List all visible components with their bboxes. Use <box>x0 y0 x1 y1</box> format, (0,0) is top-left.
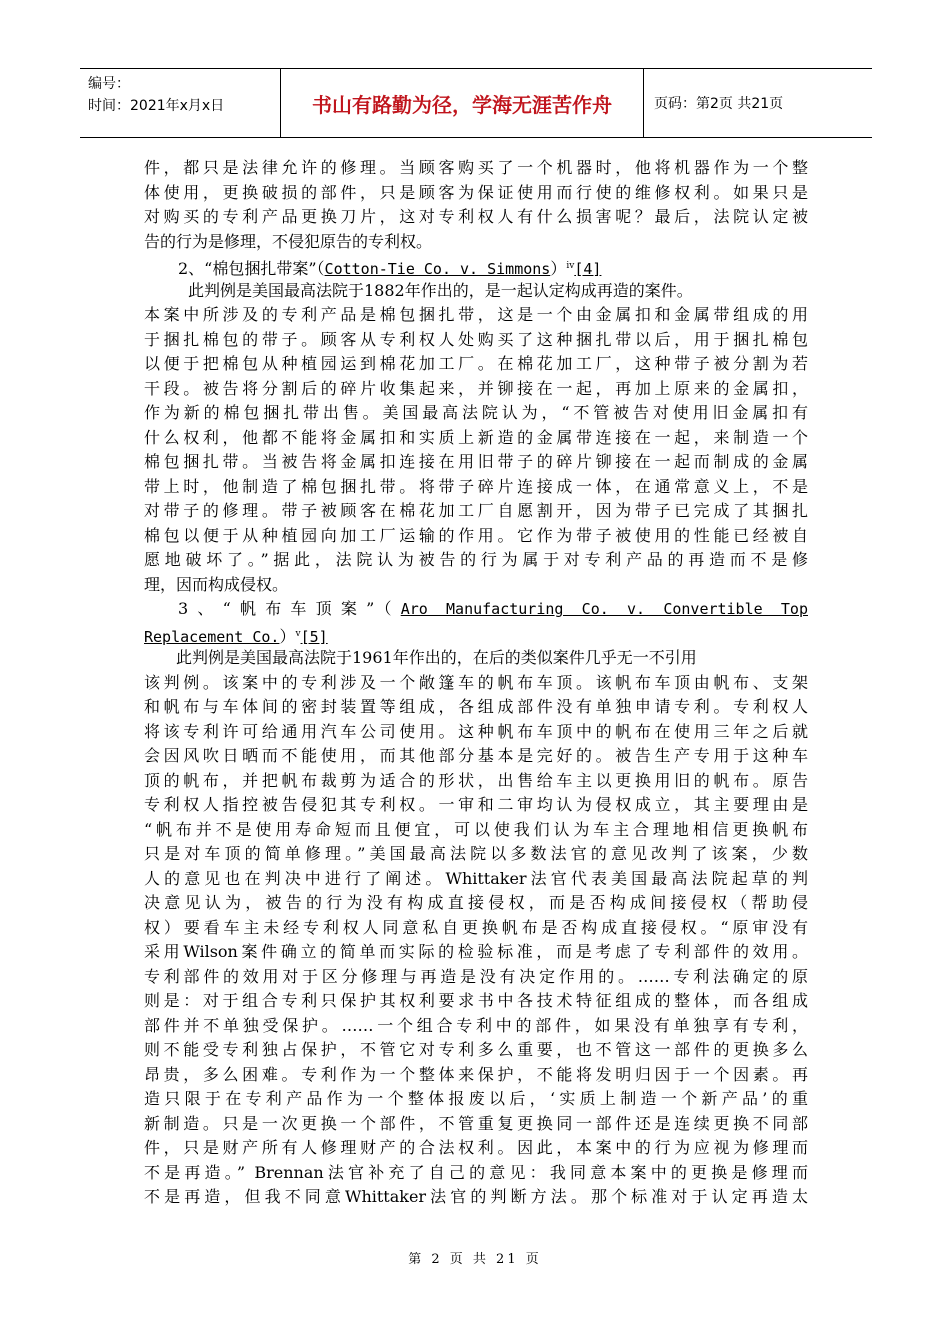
text-line: “帆布并不是使用寿命短而且便宜，可以使我们认为车主合理地相信更换帆布 <box>144 819 808 839</box>
reference-link[interactable]: [5] <box>300 627 328 646</box>
text-line: 昂贵，多么困难。专利作为一个整体来保护，不能将发明归因于一个因素。再 <box>144 1064 808 1084</box>
text-line: 新制造。只是一次更换一个部件，不管重复更换同一部件还是连续更换不同部 <box>144 1113 808 1133</box>
text-line: 造只限于在专利产品作为一个整体报废以后，‘实质上制造一个新产品’的重 <box>144 1089 808 1108</box>
text-line: 人的意见也在判决中进行了阐述。Whittaker法官代表美国最高法院起草的判 <box>144 868 808 888</box>
text-line: 该判例。该案中的专利涉及一个敞篷车的帆布车顶。该帆布车顶由帆布、支架 <box>144 672 808 692</box>
text-line: 理，因而构成侵权。 <box>144 574 289 594</box>
document-body <box>144 156 808 1210</box>
section-heading-3: 3、“帆布车顶案”（Aro Manufacturing Co. v. Convertible Top <box>178 599 808 618</box>
text-line: 则不能受专利独占保护，不管它对专利多么重要，也不管这一部件的更换多么 <box>144 1040 808 1059</box>
text-line: 将该专利许可给通用汽车公司使用。这种帆布车顶中的帆布在使用三年之后就 <box>144 721 808 741</box>
text-line: 带上时，他制造了棉包捆扎带。将带子碎片连接成一体，在通常意义上，不是 <box>144 476 808 496</box>
text-line: 对购买的专利产品更换刀片，这对专利权人有什么损害呢？最后，法院认定被 <box>144 207 808 226</box>
text-line: 专利部件的效用对于区分修理与再造是没有决定作用的。……专利法确定的原 <box>144 966 808 986</box>
text-line: 作为新的棉包捆扎带出售。美国最高法院认为，“不管被告对使用旧金属扣有 <box>144 403 808 422</box>
text-line: 件，只是财产所有人修理财产的合法权利。因此，本案中的行为应视为修理而 <box>144 1138 808 1157</box>
reference-link[interactable]: [4] <box>574 260 602 278</box>
text-line: 专利权人指控被告侵犯其专利权。一审和二审均认为侵权成立，其主要理由是 <box>144 795 808 814</box>
case-name: Cotton-Tie Co. v. Simmons <box>324 260 551 278</box>
text-line: 部件并不单独受保护。……一个组合专利中的部件，如果没有单独享有专利， <box>144 1015 808 1035</box>
text-line: 则是：对于组合专利只保护其权利要求书中各技术特征组成的整体，而各组成 <box>144 991 808 1010</box>
text-line: 告的行为是修理，不侵犯原告的专利权。 <box>144 231 433 251</box>
footnote-marker[interactable]: iv <box>566 261 575 271</box>
text-line: 只是对车顶的简单修理。”美国最高法院以多数法官的意见改判了该案，少数 <box>144 844 808 863</box>
text-line: 会因风吹日晒而不能使用，而其他部分基本是完好的。被告生产专用于这种车 <box>144 746 808 765</box>
text-line: 什么权利，他都不能将金属扣和实质上新造的金属带连接在一起，来制造一个 <box>144 427 808 447</box>
page-header <box>80 68 872 138</box>
text-line: 愿地破坏了。”据此，法院认为被告的行为属于对专利产品的再造而不是修 <box>144 550 808 569</box>
date-label: 时间：2021年x月x日 <box>88 98 225 114</box>
section-heading-3-cont: Replacement Co.）$^v$[5] <box>144 626 328 646</box>
text-line: 不是再造，但我不同意Whittaker法官的判断方法。那个标准对于认定再造太 <box>144 1187 808 1206</box>
header-page-info: 页码：第2页 共21页 <box>654 96 784 112</box>
text-line: 顶的帆布，并把帆布裁剪为适合的形状，出售给车主以更换用旧的帆布。原告 <box>144 770 808 790</box>
text-line: 体使用，更换破损的部件，只是顾客为保证使用而行使的维修权利。如果只是 <box>144 182 808 202</box>
case-name-cont: Replacement Co. <box>144 627 280 646</box>
text-line: 棉包捆扎带。当被告将金属扣连接在用旧带子的碎片铆接在一起而制成的金属 <box>144 452 808 471</box>
text-line: 采用Wilson案件确立的简单而实际的检验标准，而是考虑了专利部件的效用。 <box>144 942 808 961</box>
text-line: 本案中所涉及的专利产品是棉包捆扎带，这是一个由金属扣和金属带组成的用 <box>144 305 808 324</box>
text-line: 和帆布与车体间的密封装置等组成，各组成部件没有单独申请专利。专利权人 <box>144 697 808 716</box>
text-line: 干段。被告将分割后的碎片收集起来，并铆接在一起，再加上原来的金属扣， <box>144 378 808 398</box>
text-line: 此判例是美国最高法院于1882年作出的，是一起认定构成再造的案件。 <box>188 280 693 300</box>
text-line: 棉包以便于从种植园向加工厂运输的作用。它作为带子被使用的性能已经被自 <box>144 525 808 545</box>
text-line: 不是再造。” Brennan法官补充了自己的意见：我同意本案中的更换是修理而 <box>144 1162 808 1182</box>
text-line: 件，都只是法律允许的修理。当顾客购买了一个机器时，他将机器作为一个整 <box>144 158 808 177</box>
header-meta <box>80 69 280 137</box>
page-footer: 第 2 页 共 21 页 <box>408 1252 542 1267</box>
footnote-marker[interactable]: v <box>295 628 301 639</box>
text-line: 此判例是美国最高法院于1961年作出的，在后的类似案件几乎无一不引用 <box>176 648 697 667</box>
header-motto: 书山有路勤为径，学海无涯苦作舟 <box>280 69 644 137</box>
text-line: 于捆扎棉包的带子。顾客从专利权人处购买了这种捆扎带以后，用于捆扎棉包 <box>144 329 808 349</box>
text-line: 决意见认为，被告的行为没有构成直接侵权，而是否构成间接侵权（帮助侵 <box>144 893 808 912</box>
section-heading-2: 2、“棉包捆扎带案”（Cotton-Tie Co. v. Simmons）$^{iv}$[4] <box>178 259 602 278</box>
case-name: Aro Manufacturing Co. v. Convertible Top <box>400 600 808 618</box>
code-label: 编号： <box>88 76 130 92</box>
text-line: 对带子的修理。带子被顾客在棉花加工厂自愿割开，因为带子已完成了其捆扎 <box>144 501 808 520</box>
text-line: 以便于把棉包从种植园运到棉花加工厂。在棉花加工厂，这种带子被分割为若 <box>144 354 808 373</box>
text-line: 权）要看车主未经专利权人同意私自更换帆布是否构成直接侵权。“原审没有 <box>144 917 808 937</box>
